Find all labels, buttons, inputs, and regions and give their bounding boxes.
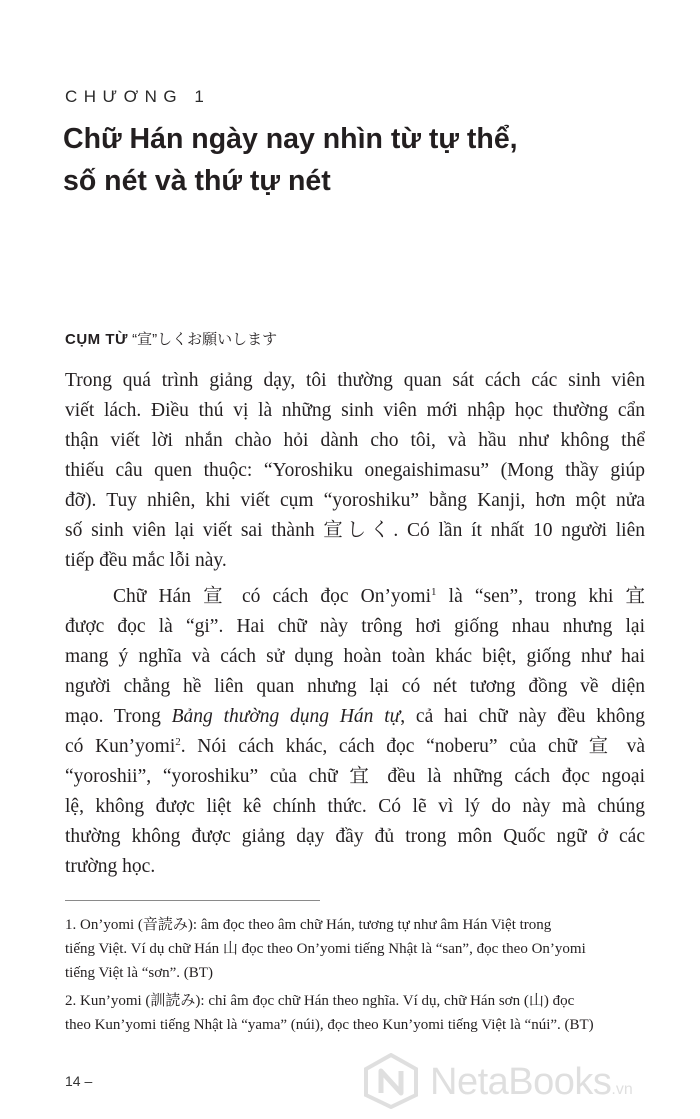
footnote-2 bbox=[65, 989, 645, 1037]
watermark-suffix: .vn bbox=[611, 1081, 633, 1098]
text-run: là “sen”, trong khi 宜 bbox=[436, 586, 645, 607]
netabooks-logo-icon bbox=[362, 1053, 420, 1109]
paragraph-line: thường không được giảng dạy đầy đủ trong môn Quốc ngữ ở các bbox=[65, 826, 645, 847]
footnote-line: theo Kun’yomi tiếng Nhật là “yama” (núi), đọc theo Kun’yomi tiếng Việt là “núi”. (BT) bbox=[65, 1017, 594, 1033]
footnote-1 bbox=[65, 913, 645, 985]
paragraph-line: được đọc là “gi”. Hai chữ này trông hơi giống nhau nhưng lại bbox=[65, 616, 645, 637]
footnote-line: tiếng Việt. Ví dụ chữ Hán 山 đọc theo On’yomi tiếng Nhật là “san”, đọc theo On’yomi bbox=[65, 941, 586, 957]
footnote-line: tiếng Việt là “sơn”. (BT) bbox=[65, 965, 213, 981]
page-number: 14 – bbox=[65, 1073, 93, 1089]
netabooks-watermark bbox=[362, 1053, 692, 1109]
paragraph-2 bbox=[65, 582, 645, 882]
paragraph-line bbox=[65, 702, 645, 732]
footnote-ref-1[interactable]: 1 bbox=[431, 586, 437, 598]
paragraph-line: lệ, không được liệt kê chính thức. Có lẽ vì lý do này mà chúng bbox=[65, 796, 645, 817]
footnote-divider bbox=[65, 900, 320, 901]
chapter-title-line-1: Chữ Hán ngày nay nhìn từ tự thể, bbox=[63, 123, 518, 155]
footnote-line: 1. On’yomi (音読み): âm đọc theo âm chữ Hán, tương tự như âm Hán Việt trong bbox=[65, 917, 552, 933]
text-run: Chữ Hán 宣 có cách đọc On’yomi bbox=[113, 586, 432, 607]
paragraph-line: số sinh viên lại viết sai thành 宣しく. Có lần ít nhất 10 người liên bbox=[65, 520, 645, 541]
watermark-text bbox=[430, 1061, 633, 1104]
paragraph-line: Trong quá trình giảng dạy, tôi thường quan sát cách các sinh viên bbox=[65, 370, 645, 391]
paragraph-line: trường học. bbox=[65, 856, 156, 877]
text-run: . Nói cách khác, cách đọc “noberu” của chữ 宣 và bbox=[180, 736, 645, 757]
footnote-line: 2. Kun’yomi (訓読み): chỉ âm đọc chữ Hán theo nghĩa. Ví dụ, chữ Hán sơn (山) đọc bbox=[65, 993, 575, 1009]
section-heading-lead: CỤM TỪ bbox=[65, 331, 128, 348]
paragraph-line: thận viết lời nhắn chào hỏi dành cho tôi, và hầu như không thể bbox=[65, 430, 645, 451]
book-title-italic: Bảng thường dụng Hán tự bbox=[171, 706, 401, 727]
paragraph-line: tiếp đều mắc lỗi này. bbox=[65, 550, 227, 571]
paragraph-line bbox=[65, 732, 645, 762]
paragraph-line: viết lách. Điều thú vị là những sinh viên mới nhập học thường cẩn bbox=[65, 400, 645, 421]
text-run: có Kun’yomi bbox=[65, 736, 176, 757]
paragraph-line: đỡ). Tuy nhiên, khi viết cụm “yoroshiku” bằng Kanji, hơn một nửa bbox=[65, 490, 645, 511]
chapter-title bbox=[63, 118, 643, 202]
paragraph-line: người chẳng hề liên quan nhưng lại có nét tương đồng về diện bbox=[65, 676, 645, 697]
paragraph-line: thiếu câu quen thuộc: “Yoroshiku onegaishimasu” (Mong thầy giúp bbox=[65, 460, 645, 481]
paragraph-line: “yoroshii”, “yoroshiku” của chữ 宜 đều là những cách đọc ngoại bbox=[65, 766, 645, 787]
watermark-brand: NetaBooks bbox=[430, 1061, 612, 1103]
paragraph-line bbox=[65, 582, 645, 612]
text-run: , cả hai chữ này đều không bbox=[400, 706, 645, 727]
section-heading-phrase: “宣”しくお願いします bbox=[127, 331, 278, 348]
footnote-ref-2[interactable]: 2 bbox=[175, 736, 181, 748]
text-run: mạo. Trong bbox=[65, 706, 172, 727]
chapter-label: CHƯƠNG 1 bbox=[65, 87, 211, 106]
paragraph-1 bbox=[65, 366, 645, 576]
paragraph-line: mang ý nghĩa và cách sử dụng hoàn toàn khác biệt, giống như hai bbox=[65, 646, 645, 667]
section-heading bbox=[65, 328, 277, 349]
chapter-title-line-2: số nét và thứ tự nét bbox=[63, 165, 331, 197]
